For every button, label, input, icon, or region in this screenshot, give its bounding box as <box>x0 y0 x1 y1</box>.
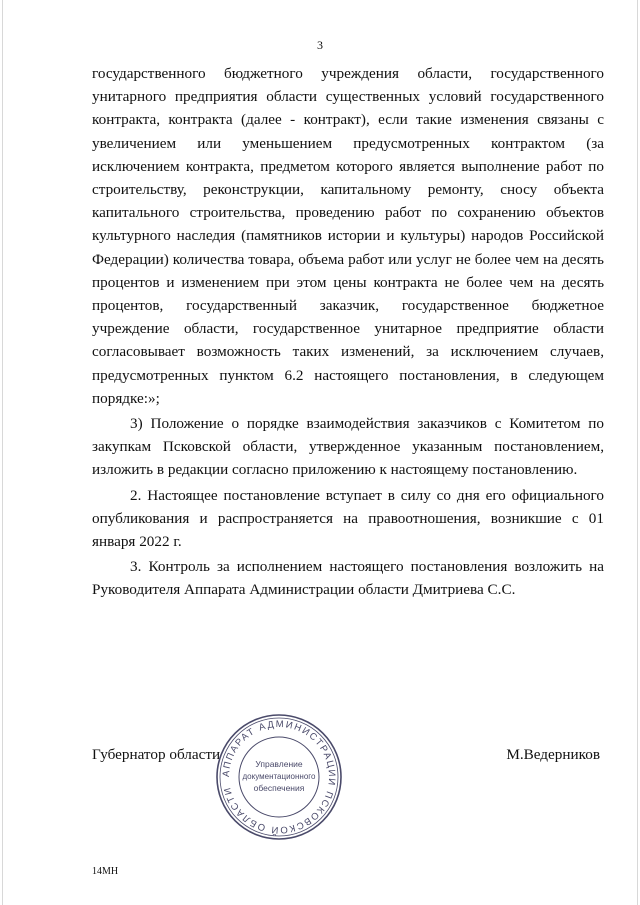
paragraph-continuation: государственного бюджетного учреждения области, государственного унитарного предприятия области существенных условий государственного контракта, контракта (далее - контракт), если такие изменения связаны с увеличением или уменьшением предусмотренных контрактом (за исключением контракта, предметом которого является выполнение работ по строительству, реконструкции, капитальному ремонту, сносу объекта капитального строительства, проведению работ по сохранению объектов культурного наследия (памятников истории и культуры) народов Российской Федерации) количества товара, объема работ или услуг не более чем на десять процентов и изменением при этом цены контракта не более чем на десять процентов, государственный заказчик, государственное бюджетное учреждение области, государственное унитарное предприятие области согласовывает возможность таких изменений, за исключением случаев, предусмотренных пунктом 6.2 настоящего постановления, в следующем порядке:»; <box>92 65 604 407</box>
footer-code: 14МН <box>92 866 119 877</box>
seal-inner-line-1: Управление <box>255 759 303 769</box>
paragraph-clause-2: 2. Настоящее постановление вступает в силу со дня его официального опубликования и распространяется на правоотношения, возникшие с 01 января 2022 г. <box>92 486 604 551</box>
official-seal-stamp <box>214 712 344 842</box>
seal-inner-line-2: документационного <box>242 772 316 781</box>
seal-graphic <box>214 712 344 842</box>
signature-name: М.Ведерников <box>506 746 600 763</box>
seal-outer-text: АППАРАТ АДМИНИСТРАЦИИ ПСКОВСКОЙ ОБЛАСТИ <box>220 718 338 836</box>
document-body <box>92 62 604 602</box>
page-number: 3 <box>317 38 323 52</box>
paragraph-item-3: 3) Положение о порядке взаимодействия заказчиков с Комитетом по закупкам Псковской области, утвержденное указанным постановлением, изложить в редакции согласно приложению к настоящему постановлению. <box>92 415 604 479</box>
signature-position: Губернатор области <box>92 746 221 763</box>
page-edge-left <box>2 0 3 905</box>
seal-inner-line-3: обеспечения <box>253 783 305 793</box>
paragraph-clause-3: 3. Контроль за исполнением настоящего постановления возложить на Руководителя Аппарата Администрации области Дмитриева С.С. <box>92 558 604 599</box>
page-edge-right <box>637 0 638 905</box>
